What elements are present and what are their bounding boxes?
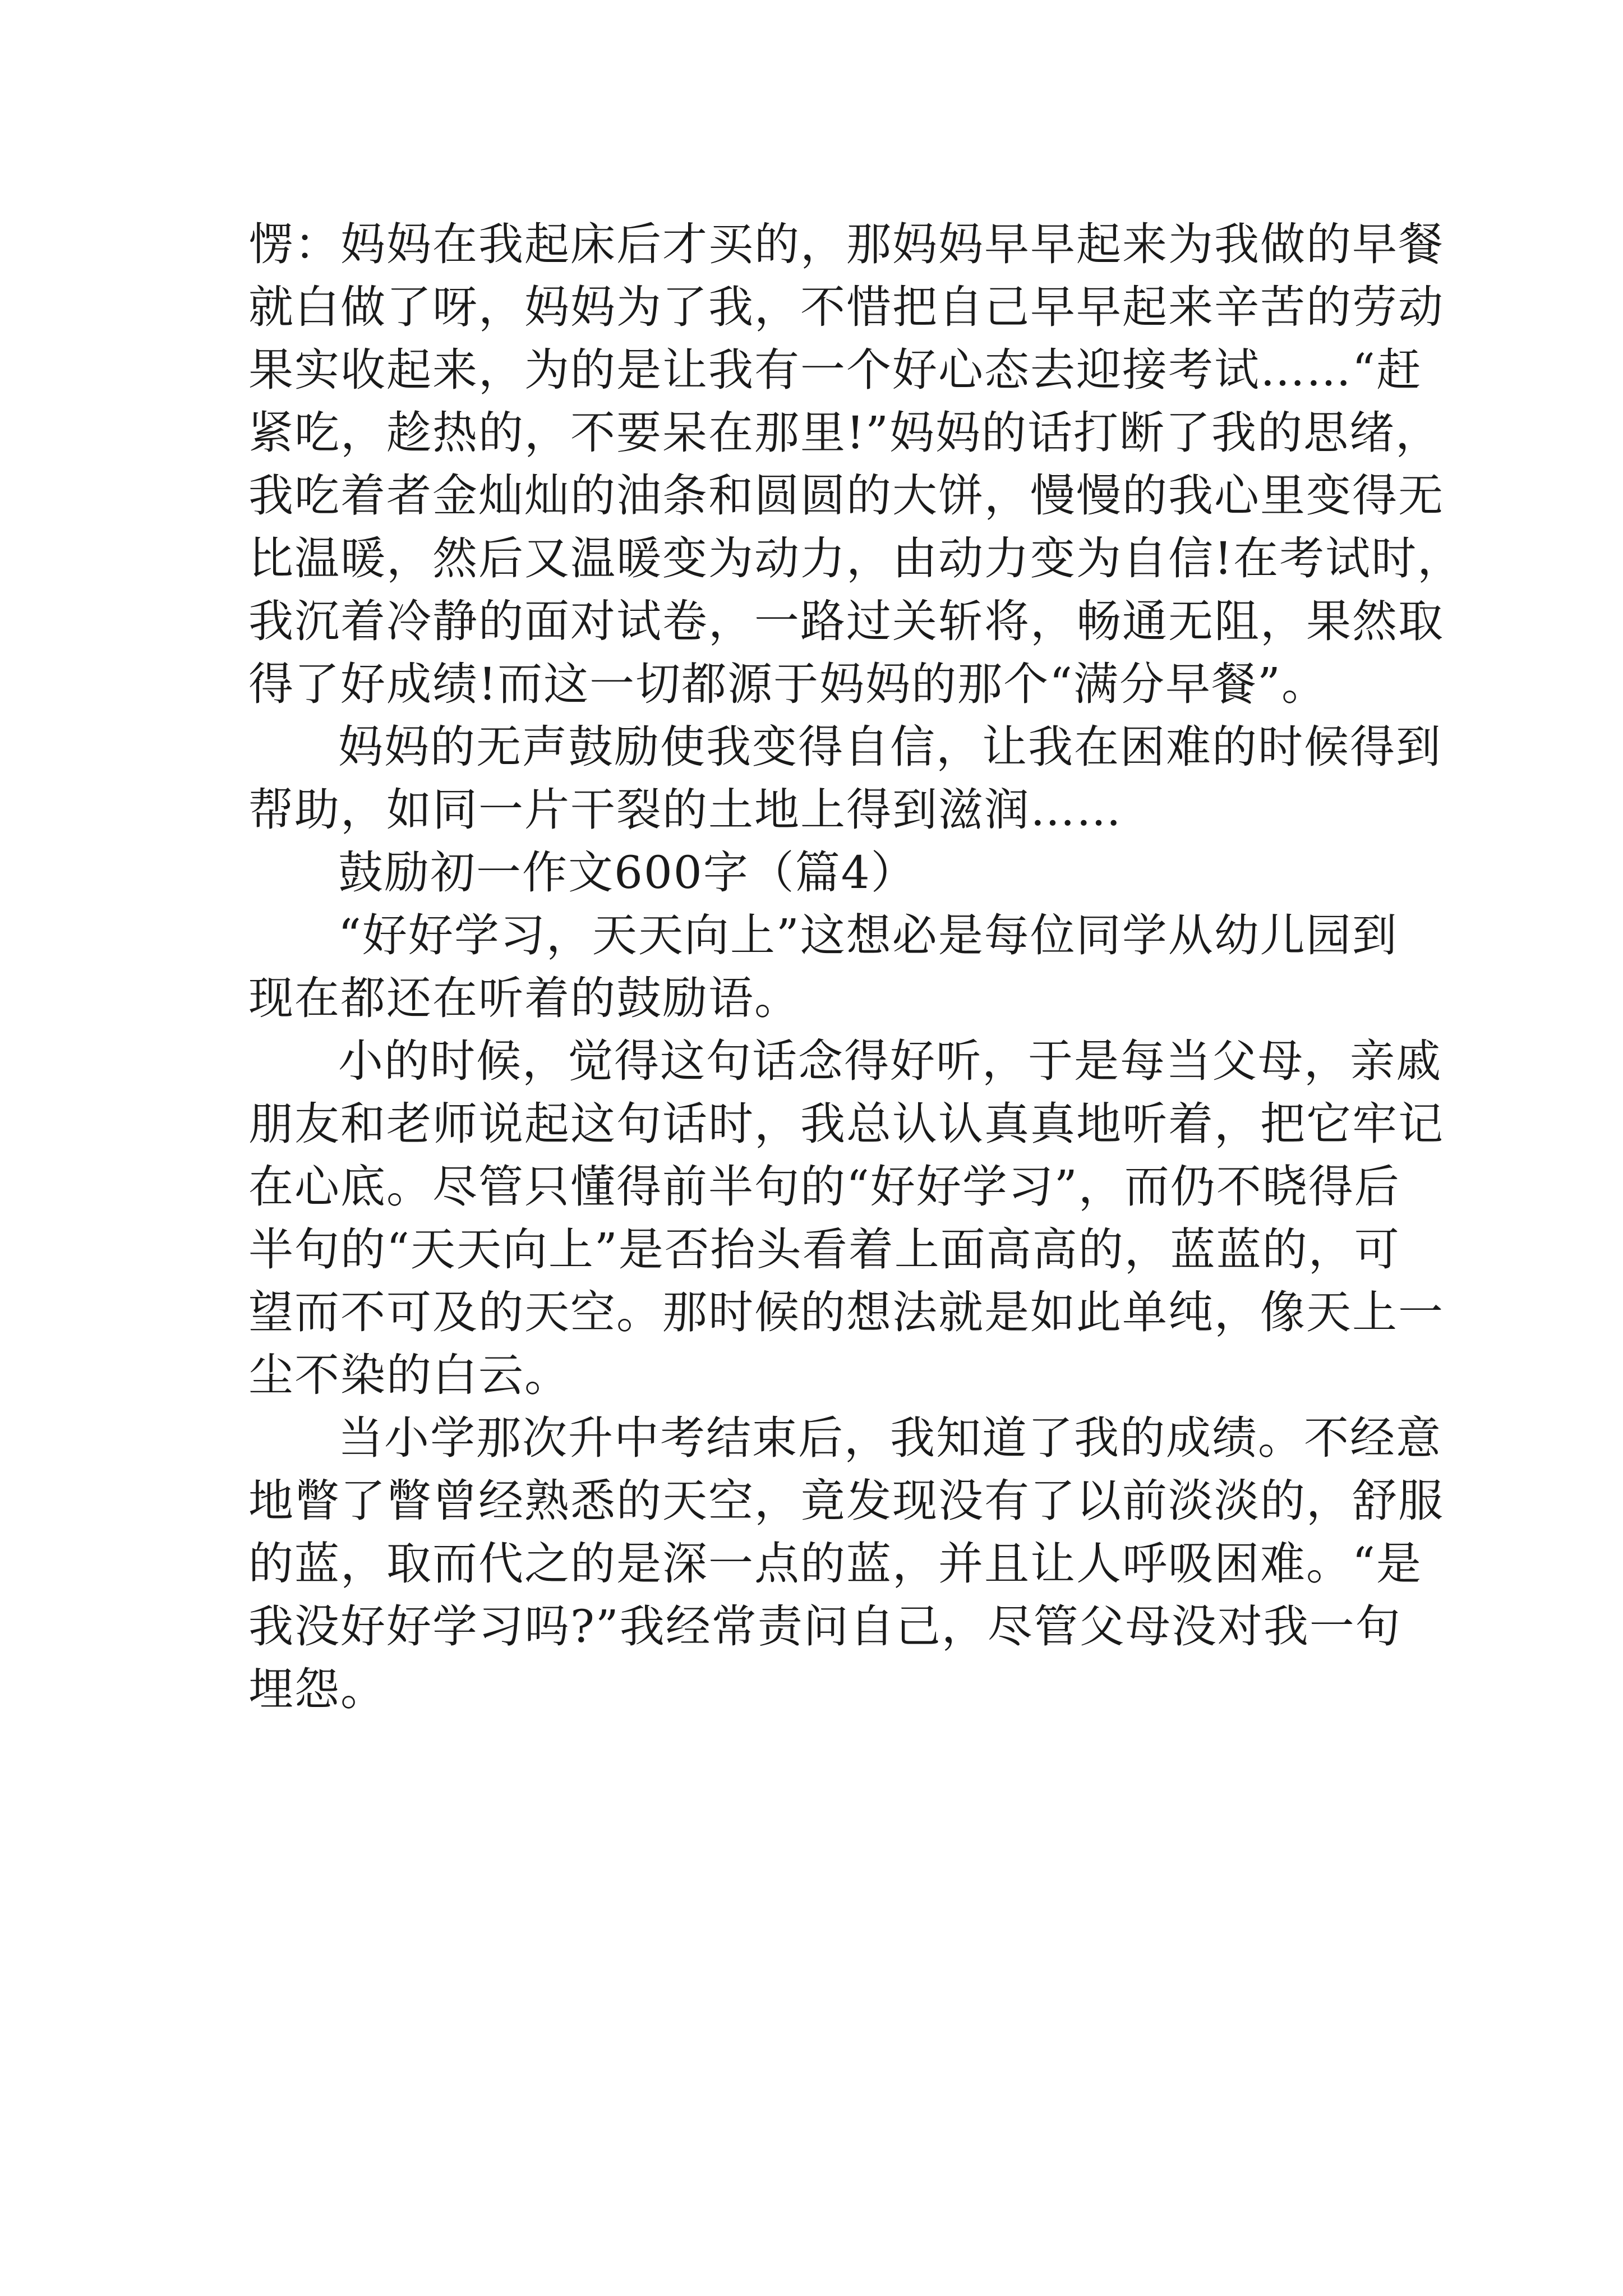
text-line-16: 在心底。尽管只懂得前半句的“好好学习”，而仍不晓得后 (248, 1161, 1400, 1213)
text-line-9: 妈妈的无声鼓励使我变得自信，让我在困难的时候得到 (338, 721, 1442, 773)
text-line-8: 得了好成绩!而这一切都源于妈妈的那个“满分早餐”。 (248, 658, 1327, 710)
text-line-20: 当小学那次升中考结束后，我知道了我的成绩。不经意 (338, 1412, 1442, 1464)
text-line-22: 的蓝，取而代之的是深一点的蓝，并且让人呼吸困难。“是 (248, 1538, 1422, 1590)
text-line-18: 望而不可及的天空。那时候的想法就是如此单纯，像天上一 (248, 1286, 1444, 1338)
text-line-1: 愣：妈妈在我起床后才买的，那妈妈早早起来为我做的早餐 (248, 218, 1444, 270)
text-line-7: 我沉着冷静的面对试卷，一路过关斩将，畅通无阻，果然取 (248, 595, 1444, 647)
text-line-6: 比温暖，然后又温暖变为动力，由动力变为自信!在考试时， (248, 532, 1464, 585)
text-line-24: 埋怨。 (248, 1663, 386, 1715)
text-line-3: 果实收起来，为的是让我有一个好心态去迎接考试……“赶 (248, 344, 1422, 396)
text-line-5: 我吃着者金灿灿的油条和圆圆的大饼，慢慢的我心里变得无 (248, 470, 1444, 522)
text-line-12: “好好学习，天天向上”这想必是每位同学从幼儿园到 (338, 909, 1398, 961)
section-heading: 鼓励初一作文600字（篇4） (338, 846, 917, 899)
text-line-2: 就白做了呀，妈妈为了我，不惜把自己早早起来辛苦的劳动 (248, 281, 1444, 333)
essay-text-block (248, 213, 1464, 1721)
text-line-14: 小的时候，觉得这句话念得好听，于是每当父母，亲戚 (338, 1035, 1442, 1087)
text-line-23: 我没好好学习吗?”我经常责问自己，尽管父母没对我一句 (248, 1600, 1401, 1653)
text-line-4: 紧吃，趁热的，不要呆在那里!”妈妈的话打断了我的思绪， (248, 407, 1442, 459)
text-line-21: 地瞥了瞥曾经熟悉的天空，竟发现没有了以前淡淡的，舒服 (248, 1475, 1444, 1527)
text-line-10: 帮助，如同一片干裂的土地上得到滋润…… (248, 784, 1122, 836)
text-line-19: 尘不染的白云。 (248, 1349, 570, 1401)
text-line-17: 半句的“天天向上”是否抬头看着上面高高的，蓝蓝的，可 (248, 1223, 1400, 1276)
text-line-15: 朋友和老师说起这句话时，我总认认真真地听着，把它牢记 (248, 1098, 1444, 1150)
text-line-13: 现在都还在听着的鼓励语。 (248, 972, 800, 1024)
